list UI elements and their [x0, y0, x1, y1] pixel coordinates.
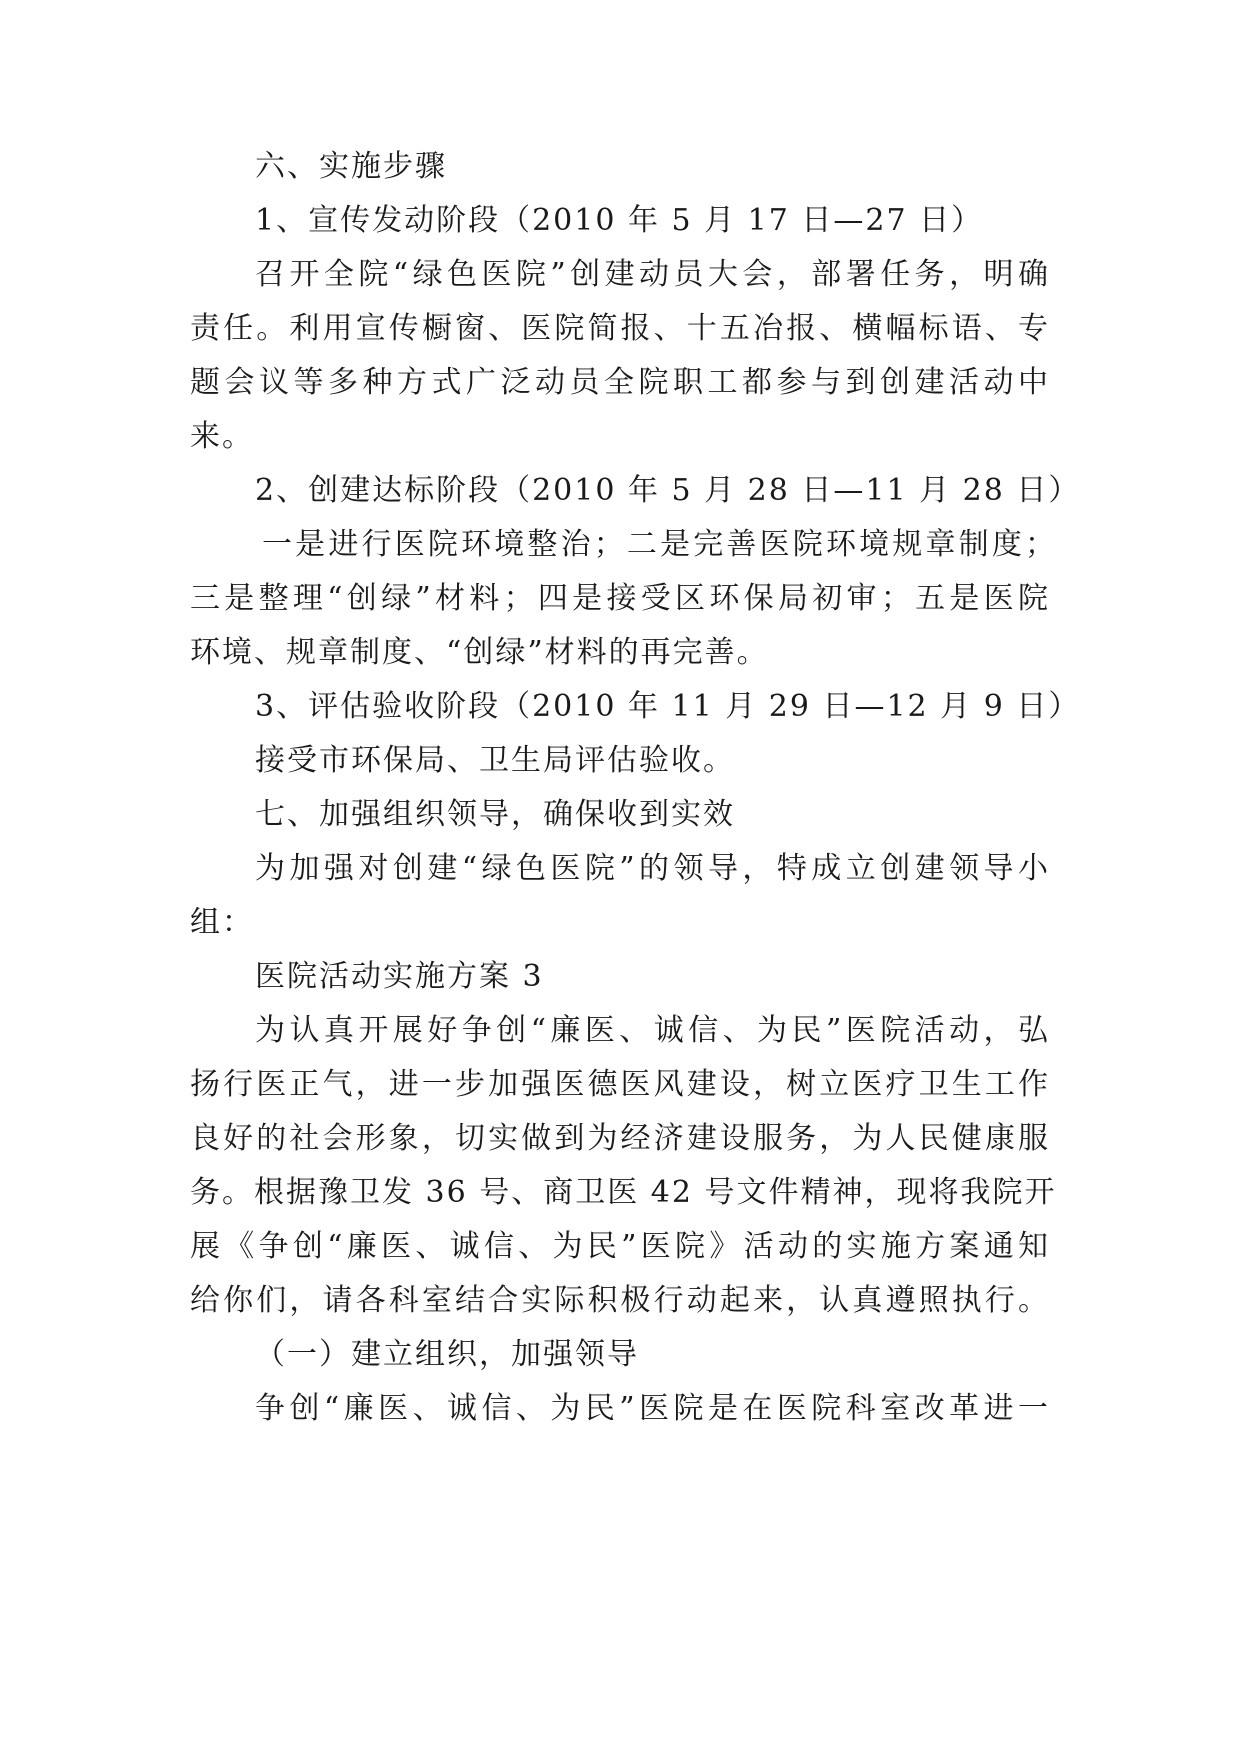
paragraph-line: 为认真开展好争创“廉医、诚信、为民”医院活动，弘 [255, 1013, 1050, 1048]
paragraph-line: 为加强对创建“绿色医院”的领导，特成立创建领导小 [255, 851, 1050, 886]
paragraph-line: 环境、规章制度、“创绿”材料的再完善。 [190, 635, 769, 670]
paragraph-line: 争创“廉医、诚信、为民”医院是在医院科室改革进一 [255, 1391, 1050, 1426]
paragraph-line: 三是整理“创绿”材料；四是接受区环保局初审；五是医院 [190, 581, 1050, 616]
paragraph-line: 扬行医正气，进一步加强医德医风建设，树立医疗卫生工作 [190, 1067, 1050, 1102]
paragraph-line: 一是进行医院环境整治；二是完善医院环境规章制度； [262, 527, 1057, 562]
paragraph-line: 展《争创“廉医、诚信、为民”医院》活动的实施方案通知 [190, 1229, 1050, 1264]
paragraph-line: 良好的社会形象，切实做到为经济建设服务，为人民健康服 [190, 1121, 1050, 1156]
step-1-heading: 1、宣传发动阶段（2010 年 5 月 17 日—27 日） [255, 203, 984, 238]
section-heading-7: 七、加强组织领导，确保收到实效 [255, 797, 735, 832]
paragraph-line: 来。 [190, 419, 254, 454]
subsection-heading-1: （一）建立组织，加强领导 [255, 1337, 639, 1372]
plan-3-title: 医院活动实施方案 3 [255, 959, 544, 994]
paragraph-line: 召开全院“绿色医院”创建动员大会，部署任务，明确 [255, 257, 1050, 292]
step-2-heading: 2、创建达标阶段（2010 年 5 月 28 日—11 月 28 日） [255, 473, 1081, 508]
paragraph-line: 务。根据豫卫发 36 号、商卫医 42 号文件精神，现将我院开 [190, 1175, 1057, 1210]
paragraph-line: 接受市环保局、卫生局评估验收。 [255, 743, 735, 778]
step-3-heading: 3、评估验收阶段（2010 年 11 月 29 日—12 月 9 日） [255, 689, 1081, 724]
paragraph-line: 组： [190, 905, 254, 940]
section-heading-6: 六、实施步骤 [255, 149, 447, 184]
paragraph-line: 责任。利用宣传橱窗、医院简报、十五冶报、横幅标语、专 [190, 311, 1050, 346]
paragraph-line: 给你们，请各科室结合实际积极行动起来，认真遵照执行。 [190, 1283, 1050, 1318]
paragraph-line: 题会议等多种方式广泛动员全院职工都参与到创建活动中 [190, 365, 1050, 400]
